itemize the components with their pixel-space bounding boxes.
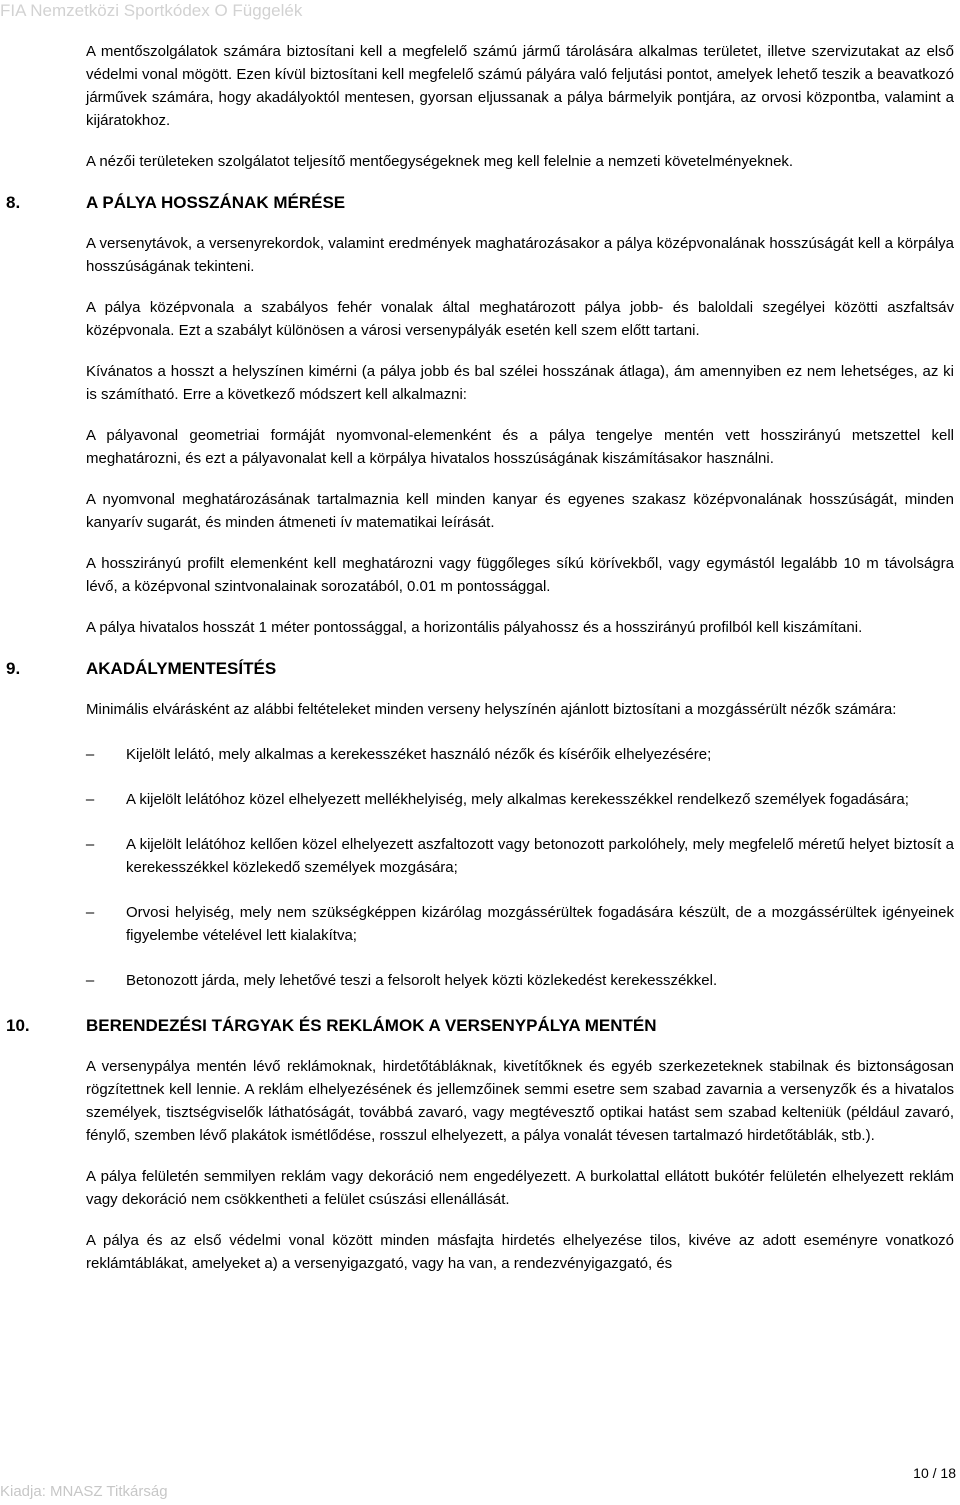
dash-bullet-icon: –: [85, 836, 95, 853]
section-8-title: A PÁLYA HOSSZÁNAK MÉRÉSE: [86, 193, 346, 212]
section-10-heading: [6, 1014, 954, 1037]
section-8-heading: [6, 191, 954, 214]
list-item: [86, 969, 954, 992]
list-item-text: Kijelölt lelátó, mely alkalmas a kerekesszéket használó nézők és kísérőik elhelyezésére;: [126, 746, 712, 763]
section-8-number: 8.: [6, 193, 21, 212]
section-9-title: AKADÁLYMENTESÍTÉS: [86, 659, 277, 678]
dash-bullet-icon: –: [85, 791, 95, 808]
section-9-heading: [6, 657, 954, 680]
section-10-number: 10.: [6, 1016, 30, 1035]
section-8-paragraph-6: A hosszirányú profilt elemenként kell meghatározni vagy függőleges síkú körívekből, vagy egymástól legalább 10 m távolságra lévő, a középvonal szintvonalainak sorozatából, 0.01 m pontossággal.: [86, 555, 954, 595]
section-8-paragraph-4: A pályavonal geometriai formáját nyomvonal-elemenként és a pálya tengelye mentén vett hosszirányú metszettel kell meghatározni, és ezt a pályavonalat kell a körpálya hivatalos hosszúságának kiszámításakor használni.: [86, 427, 954, 467]
list-item-text: Betonozott járda, mely lehetővé teszi a felsorolt helyek közti közlekedést kerekesszékkel.: [126, 972, 718, 989]
section-8-paragraph-2: A pálya középvonala a szabályos fehér vonalak által meghatározott pálya jobb- és baloldali szegélyei közötti aszfaltsáv középvonala. Ezt a szabályt különösen a városi versenypályák esetén kell szem előtt tartani.: [86, 299, 954, 339]
section-8-paragraph-3: Kívánatos a hosszt a helyszínen kimérni (a pálya jobb és bal szélei hosszának átlaga), ám amennyiben ez nem lehetséges, az ki is számítható. Erre a következő módszert kell alkalmazni:: [86, 363, 954, 403]
section-9-number: 9.: [6, 659, 21, 678]
list-item: [86, 901, 954, 947]
list-item: [86, 788, 954, 811]
page-number: 10 / 18: [913, 1465, 956, 1481]
section-10-paragraph-3: A pálya és az első védelmi vonal között minden másfajta hirdetés elhelyezése tilos, kivéve az adott eseményre vonatkozó reklámtáblákat, amelyeket a) a versenyigazgató, vagy ha van, a rendezvényigazgató, és: [86, 1232, 954, 1272]
intro-paragraph-2: A nézői területeken szolgálatot teljesítő mentőegységeknek meg kell felelnie a nemzeti követelményeknek.: [86, 153, 794, 170]
list-item: [86, 743, 954, 766]
footer-publisher: Kiadja: MNASZ Titkárság: [0, 1483, 168, 1500]
intro-paragraph-1: A mentőszolgálatok számára biztosítani kell a megfelelő számú jármű tárolására alkalmas területet, illetve szervizutakat az első védelmi vonal mögött. Ezen kívül biztosítani kell megfelelő számú pályára való feljutási pontot, amelyek lehető teszik a beavatkozó járművek számára, hogy akadályoktól mentesen, gyorsan eljussanak a pálya bármelyik pontjára, az orvosi központba, valamint a kijáratokhoz.: [86, 43, 954, 129]
document-header-title: FIA Nemzetközi Sportkódex O Függelék: [0, 1, 303, 20]
section-9-intro: Minimális elvárásként az alábbi feltételeket minden verseny helyszínén ajánlott biztosítani a mozgássérült nézők számára:: [86, 701, 897, 718]
section-10-title: BERENDEZÉSI TÁRGYAK ÉS REKLÁMOK A VERSENYPÁLYA MENTÉN: [86, 1016, 657, 1035]
section-10-paragraph-1: A versenypálya mentén lévő reklámoknak, hirdetőtábláknak, kivetítőknek és egyéb szerkezeteknek stabilnak és biztonságosan rögzítettnek kell lennie. A reklám elhelyezésének és jellemzőinek semmi esetre sem szabad zavarnia a versenyzők és a hivatalos személyek, tisztségviselők láthatóságát, továbbá zavaró, vagy megtévesztő optikai hatást sem szabad kelteniük (például zavaró, fénylő, szemben lévő plakátok ismétlődése, rosszul elhelyezett, a pálya vonalát tévesen tartalmazó hirdetőtáblák, stb.).: [86, 1058, 954, 1144]
accessibility-list: [86, 743, 954, 992]
list-item-text: A kijelölt lelátóhoz kellően közel elhelyezett aszfaltozott vagy betonozott parkolóhely, mely megfelelő méretű helyet biztosít a kerekesszékkel közlekedő személyek mozgására;: [126, 836, 954, 876]
dash-bullet-icon: –: [85, 972, 95, 989]
dash-bullet-icon: –: [85, 746, 95, 763]
list-item-text: Orvosi helyiség, mely nem szükségképpen kizárólag mozgássérültek fogadására készült, de a mozgássérültek igényeinek figyelembe vételével lett kialakítva;: [126, 904, 954, 944]
section-8-paragraph-5: A nyomvonal meghatározásának tartalmaznia kell minden kanyar és egyenes szakasz középvonalának hosszúságát, minden kanyarív sugarát, és minden átmeneti ív matematikai leírását.: [86, 491, 954, 531]
section-8-paragraph-7: A pálya hivatalos hosszát 1 méter pontossággal, a horizontális pályahossz és a hosszirányú profilból kell kiszámítani.: [86, 619, 863, 636]
list-item-text: A kijelölt lelátóhoz közel elhelyezett mellékhelyiség, mely alkalmas kerekesszékkel rendelkező személyek fogadására;: [126, 791, 909, 808]
section-10-paragraph-2: A pálya felületén semmilyen reklám vagy dekoráció nem engedélyezett. A burkolattal ellátott bukótér felületén elhelyezett reklám vagy dekoráció nem csökkentheti a felület csúszási ellenállását.: [86, 1168, 954, 1208]
dash-bullet-icon: –: [85, 904, 95, 921]
document-body: [6, 40, 954, 1293]
list-item: [86, 833, 954, 879]
section-8-paragraph-1: A versenytávok, a versenyrekordok, valamint eredmények maghatározásakor a pálya középvonalának hosszúságát kell a körpálya hosszúságának tekinteni.: [86, 235, 954, 275]
